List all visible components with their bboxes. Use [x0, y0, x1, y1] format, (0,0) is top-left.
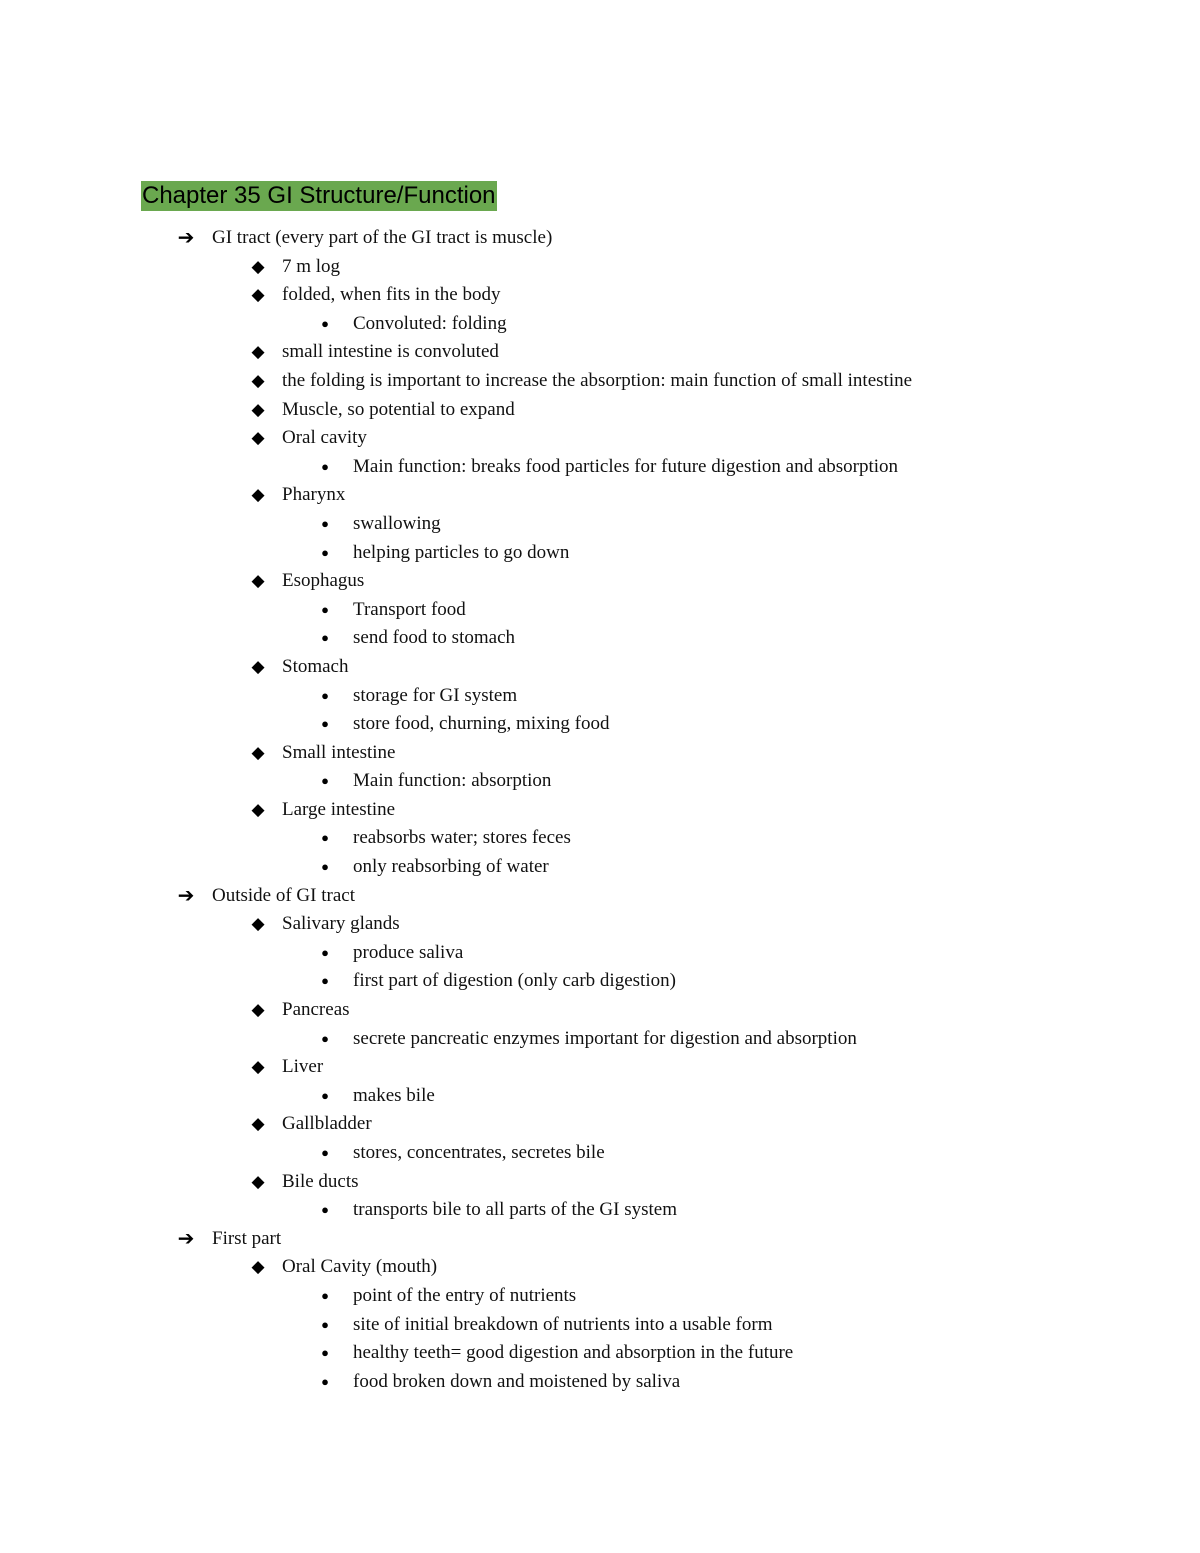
outline-item-level-3 — [0, 682, 1200, 711]
outline-item-level-1 — [0, 882, 1200, 911]
outline-item-level-2 — [0, 1110, 1200, 1139]
outline-item-text: helping particles to go down — [353, 541, 570, 563]
dot-bullet-icon: ● — [321, 544, 329, 560]
outline-item-text: Bile ducts — [282, 1170, 359, 1192]
dot-bullet-icon: ● — [321, 773, 329, 789]
outline-item-text: produce saliva — [353, 941, 464, 963]
diamond-bullet-icon: ◆ — [251, 742, 265, 762]
dot-bullet-icon: ● — [321, 1316, 329, 1332]
outline-item-text: first part of digestion (only carb digestion) — [353, 970, 676, 992]
outline-item-level-2 — [0, 424, 1200, 453]
arrow-bullet-icon: ➔ — [177, 227, 195, 249]
outline-item-level-3 — [0, 939, 1200, 968]
outline-item-text: storage for GI system — [353, 684, 518, 706]
outline-item-text: the folding is important to increase the absorption: main function of small intestine — [282, 369, 913, 391]
outline-item-text: Small intestine — [282, 741, 396, 763]
outline-item-text: send food to stomach — [353, 627, 516, 649]
dot-bullet-icon: ● — [321, 944, 329, 960]
dot-bullet-icon: ● — [321, 1145, 329, 1160]
diamond-bullet-icon: ◆ — [251, 1000, 265, 1020]
outline-item-text: Gallbladder — [282, 1113, 372, 1135]
page-title: Chapter 35 GI Structure/Function — [142, 182, 496, 209]
outline-item-level-3 — [0, 1082, 1200, 1111]
outline-item-text: Stomach — [282, 655, 349, 677]
diamond-bullet-icon: ◆ — [251, 571, 265, 591]
outline-item-level-2 — [0, 910, 1200, 939]
outline-item-level-3 — [0, 1025, 1200, 1054]
outline-item-level-2 — [0, 253, 1200, 282]
dot-bullet-icon: ● — [321, 515, 329, 531]
outline-item-level-3 — [0, 1196, 1200, 1225]
outline-item-text: Oral cavity — [282, 427, 367, 449]
outline-item-level-2 — [0, 1053, 1200, 1082]
outline-item-text: secrete pancreatic enzymes important for digestion and absorption — [353, 1027, 857, 1049]
diamond-bullet-icon: ◆ — [251, 1057, 265, 1077]
diamond-bullet-icon: ◆ — [251, 428, 265, 448]
outline-item-level-2 — [0, 1253, 1200, 1282]
outline-item-level-3 — [0, 310, 1200, 339]
arrow-bullet-icon: ➔ — [177, 884, 195, 907]
outline-item-level-3 — [0, 710, 1200, 739]
outline-item-text: Main function: breaks food particles for future digestion and absorption — [353, 455, 899, 477]
outline-item-level-2 — [0, 796, 1200, 825]
diamond-bullet-icon: ◆ — [251, 799, 265, 819]
dot-bullet-icon: ● — [321, 973, 329, 989]
outline-item-level-2 — [0, 396, 1200, 425]
outline-item-text: Large intestine — [282, 798, 396, 820]
outline-item-level-3 — [0, 853, 1200, 882]
outline-item-text: healthy teeth= good digestion and absorption in the future — [353, 1342, 794, 1364]
dot-bullet-icon: ● — [321, 716, 329, 732]
outline-item-level-3 — [0, 824, 1200, 853]
dot-bullet-icon: ● — [321, 601, 329, 617]
outline-item-level-2 — [0, 338, 1200, 367]
outline-item-text: GI tract (every part of the GI tract is muscle) — [212, 227, 553, 248]
diamond-bullet-icon: ◆ — [251, 399, 265, 419]
outline-item-level-3 — [0, 539, 1200, 568]
outline-item-level-3 — [0, 1282, 1200, 1311]
outline-item-text: Muscle, so potential to expand — [282, 398, 515, 420]
outline-item-text: transports bile to all parts of the GI system — [353, 1199, 677, 1221]
diamond-bullet-icon: ◆ — [251, 1114, 265, 1134]
outline-item-text: Liver — [282, 1056, 324, 1078]
outline-item-text: point of the entry of nutrients — [353, 1284, 577, 1306]
diamond-bullet-icon: ◆ — [251, 285, 265, 305]
notes-outline — [0, 224, 1200, 1396]
dot-bullet-icon: ● — [321, 315, 329, 331]
dot-bullet-icon: ● — [321, 1373, 329, 1389]
outline-item-level-1 — [0, 1225, 1200, 1254]
dot-bullet-icon: ● — [321, 630, 329, 646]
outline-item-text: Salivary glands — [282, 913, 400, 935]
dot-bullet-icon: ● — [321, 458, 329, 474]
outline-item-level-3 — [0, 1139, 1200, 1168]
outline-item-text: site of initial breakdown of nutrients into a usable form — [353, 1313, 773, 1335]
outline-item-text: folded, when fits in the body — [282, 284, 501, 306]
outline-item-text: Transport food — [353, 598, 466, 620]
outline-item-level-2 — [0, 481, 1200, 510]
outline-item-level-2 — [0, 1168, 1200, 1197]
dot-bullet-icon: ● — [321, 1345, 329, 1361]
diamond-bullet-icon: ◆ — [251, 1171, 265, 1191]
outline-item-text: only reabsorbing of water — [353, 856, 549, 878]
outline-item-text: makes bile — [353, 1084, 435, 1106]
outline-item-text: swallowing — [353, 512, 441, 534]
outline-item-level-1 — [0, 224, 1200, 253]
outline-item-text: Main function: absorption — [353, 770, 552, 792]
outline-item-level-2 — [0, 367, 1200, 396]
diamond-bullet-icon: ◆ — [251, 1257, 265, 1277]
outline-item-level-3 — [0, 1339, 1200, 1368]
outline-item-level-3 — [0, 1311, 1200, 1340]
outline-item-text: stores, concentrates, secretes bile — [353, 1142, 605, 1163]
outline-item-text: Outside of GI tract — [212, 884, 355, 906]
outline-item-text: Oral Cavity (mouth) — [282, 1256, 438, 1278]
outline-item-level-2 — [0, 653, 1200, 682]
dot-bullet-icon: ● — [321, 1030, 329, 1046]
outline-item-text: store food, churning, mixing food — [353, 713, 610, 735]
outline-item-text: reabsorbs water; stores feces — [353, 827, 571, 849]
diamond-bullet-icon: ◆ — [251, 914, 265, 934]
outline-item-level-3 — [0, 453, 1200, 482]
dot-bullet-icon: ● — [321, 859, 329, 875]
outline-item-level-3 — [0, 624, 1200, 653]
diamond-bullet-icon: ◆ — [251, 342, 265, 362]
outline-item-text: food broken down and moistened by saliva — [353, 1370, 681, 1392]
outline-item-text: Pharynx — [282, 484, 346, 506]
outline-item-text: Convoluted: folding — [353, 312, 507, 334]
outline-item-level-3 — [0, 596, 1200, 625]
outline-item-level-2 — [0, 739, 1200, 768]
outline-item-level-3 — [0, 967, 1200, 996]
dot-bullet-icon: ● — [321, 1287, 329, 1303]
dot-bullet-icon: ● — [321, 687, 329, 703]
outline-item-level-3 — [0, 767, 1200, 796]
diamond-bullet-icon: ◆ — [251, 256, 265, 276]
dot-bullet-icon: ● — [321, 1202, 329, 1218]
diamond-bullet-icon: ◆ — [251, 656, 265, 676]
dot-bullet-icon: ● — [321, 1087, 329, 1103]
outline-item-level-2 — [0, 996, 1200, 1025]
dot-bullet-icon: ● — [321, 830, 329, 846]
outline-item-level-3 — [0, 1368, 1200, 1397]
outline-item-level-3 — [0, 510, 1200, 539]
diamond-bullet-icon: ◆ — [251, 485, 265, 505]
outline-item-text: Esophagus — [282, 570, 365, 592]
arrow-bullet-icon: ➔ — [177, 1227, 195, 1250]
outline-item-level-2 — [0, 567, 1200, 596]
outline-item-text: small intestine is convoluted — [282, 341, 499, 363]
outline-item-text: First part — [212, 1227, 282, 1249]
outline-item-text: 7 m log — [282, 255, 341, 277]
outline-item-text: Pancreas — [282, 999, 350, 1021]
outline-item-level-2 — [0, 281, 1200, 310]
diamond-bullet-icon: ◆ — [251, 370, 265, 390]
